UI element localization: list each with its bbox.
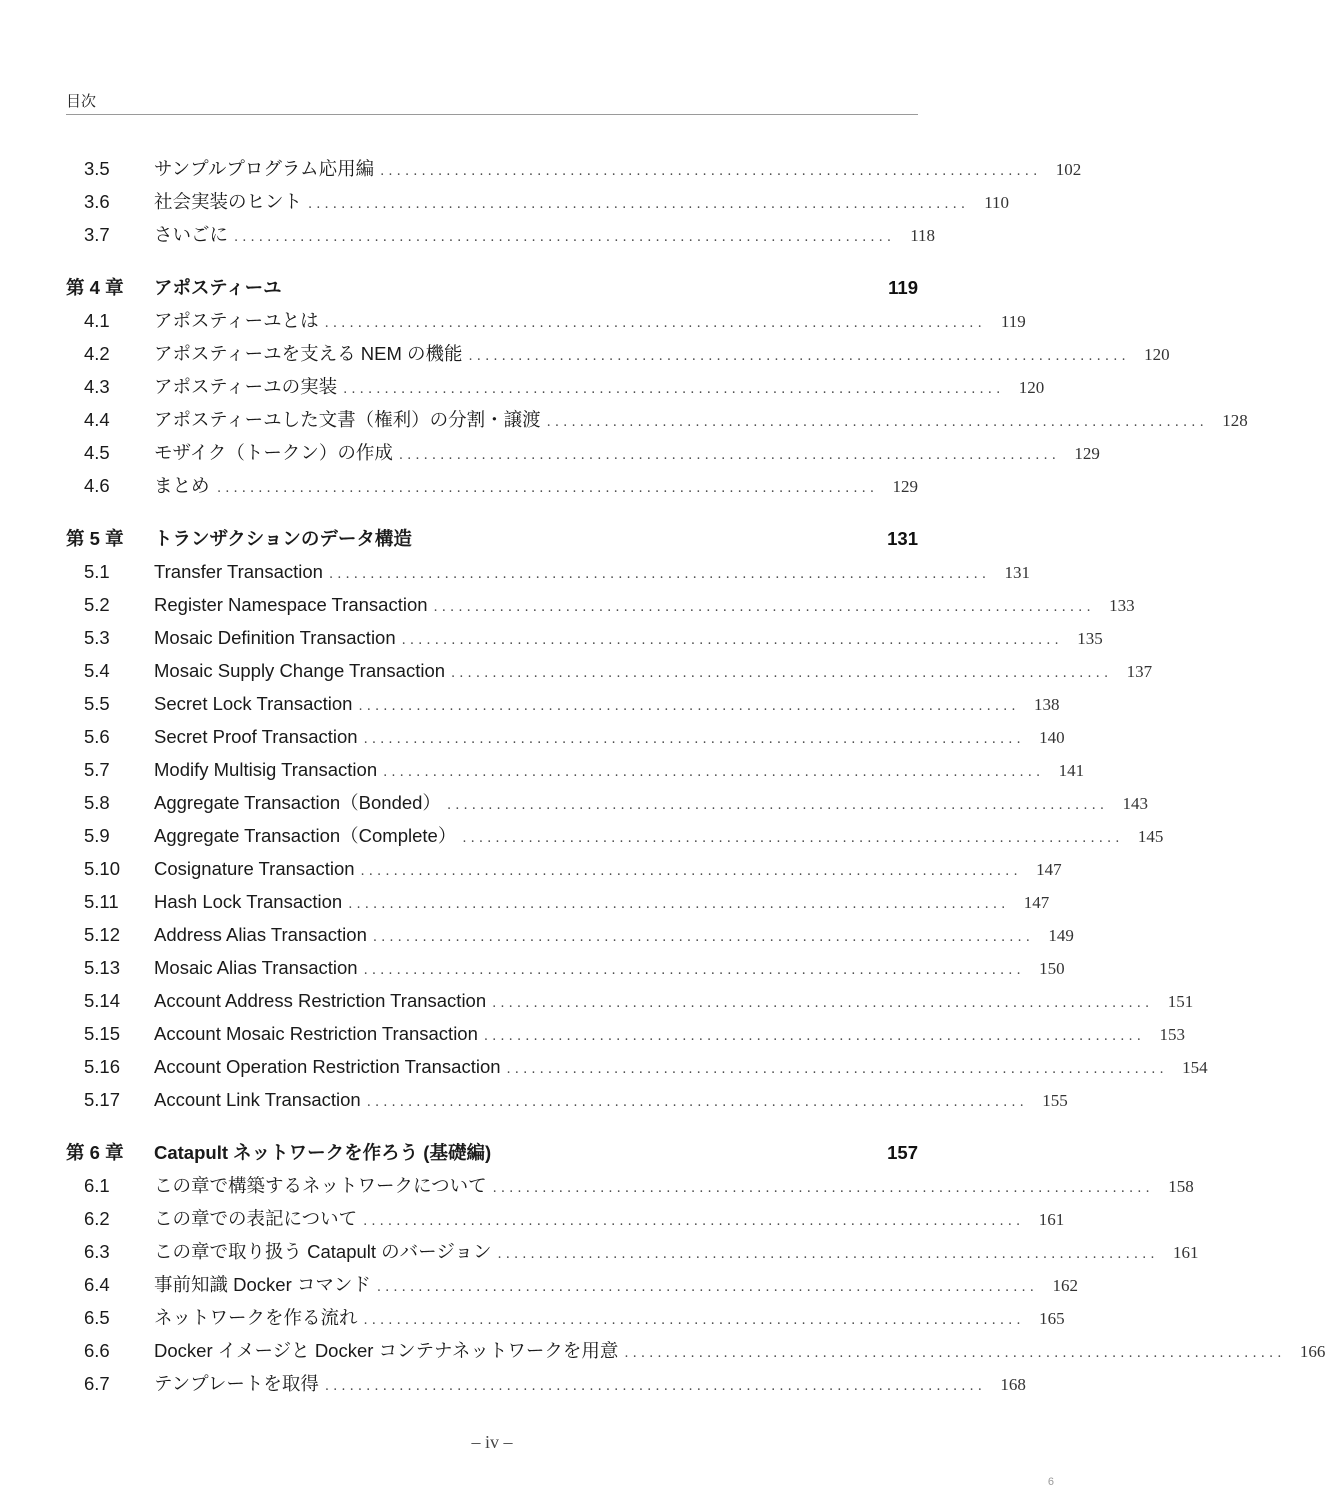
dot-leader: . . . . . . . . . . . . . . . . . . . . . . . . . . . . . . . . . . . . . . . . . . . . . . . . . . . . . . . . . . . . . . . . . . . . . . . . . . . . . . . . [348, 897, 1006, 912]
entry-title: Register Namespace Transaction [154, 594, 428, 615]
dot-leader: . . . . . . . . . . . . . . . . . . . . . . . . . . . . . . . . . . . . . . . . . . . . . . . . . . . . . . . . . . . . . . . . . . . . . . . . . . . . . . . . [328, 567, 987, 582]
entry-number: 4.4 [84, 409, 110, 430]
toc-section-entry[interactable] [66, 1367, 1026, 1400]
toc-section-entry[interactable] [66, 152, 1082, 185]
toc-chapter-entry[interactable] [66, 271, 918, 304]
entry-page-number: 157 [887, 1142, 918, 1163]
entry-number: 第 5 章 [66, 528, 124, 549]
entry-title: Secret Proof Transaction [154, 726, 358, 747]
entry-number: 5.9 [84, 825, 110, 846]
entry-number: 4.6 [84, 475, 110, 496]
entry-page-number: 140 [1039, 728, 1065, 747]
entry-page-number: 145 [1137, 827, 1164, 846]
dot-leader: . . . . . . . . . . . . . . . . . . . . . . . . . . . . . . . . . . . . . . . . . . . . . . . . . . . . . . . . . . . . . . . . . . . . . . . . . . . . . . . . [363, 963, 1021, 978]
entry-number: 6.6 [84, 1340, 110, 1361]
entry-page-number: 137 [1126, 662, 1153, 681]
entry-page-number: 133 [1109, 596, 1135, 615]
toc-section-entry[interactable] [66, 370, 1045, 403]
entry-page-number: 118 [910, 226, 936, 245]
entry-title: Aggregate Transaction（Complete） [154, 825, 457, 846]
entry-page-number: 155 [1042, 1091, 1068, 1110]
entry-page-number: 149 [1048, 926, 1074, 945]
dot-leader: . . . . . . . . . . . . . . . . . . . . . . . . . . . . . . . . . . . . . . . . . . . . . . . . . . . . . . . . . . . . . . . . . . . . . . . . . . . . . . . . [624, 1346, 1282, 1361]
entry-title: Mosaic Definition Transaction [154, 627, 396, 648]
entry-number: 6.3 [84, 1241, 110, 1262]
entry-number: 5.12 [84, 924, 121, 945]
toc-section-entry[interactable] [66, 918, 1074, 951]
entry-title: Secret Lock Transaction [154, 693, 353, 714]
entry-page-number: 138 [1034, 695, 1060, 714]
toc-chapter-entry[interactable] [66, 1136, 918, 1169]
entry-title: Address Alias Transaction [154, 924, 367, 945]
entry-number: 4.3 [84, 376, 110, 397]
dot-leader: . . . . . . . . . . . . . . . . . . . . . . . . . . . . . . . . . . . . . . . . . . . . . . . . . . . . . . . . . . . . . . . . . . . . . . . . . . . . . . . . [308, 197, 966, 212]
entry-number: 6.1 [84, 1175, 110, 1196]
entry-title: Cosignature Transaction [154, 858, 355, 879]
dot-leader: . . . . . . . . . . . . . . . . . . . . . . . . . . . . . . . . . . . . . . . . . . . . . . . . . . . . . . . . . . . . . . . . . . . . . . . . . . . . . . . . [363, 732, 1021, 747]
entry-page-number: 168 [1000, 1375, 1026, 1394]
toc-section-entry[interactable] [66, 1235, 1199, 1268]
entry-title: Account Operation Restriction Transaction [154, 1056, 501, 1077]
entry-title: Docker イメージと Docker コンテナネットワークを用意 [154, 1340, 619, 1361]
toc-section-entry[interactable] [66, 1334, 1325, 1367]
page-number-footer: – iv – [471, 1432, 513, 1452]
toc-section-entry[interactable] [66, 852, 1062, 885]
entry-page-number: 154 [1182, 1058, 1208, 1077]
dot-leader: . . . . . . . . . . . . . . . . . . . . . . . . . . . . . . . . . . . . . . . . . . . . . . . . . . . . . . . . . . . . . . . . . . . . . . . . . . . . . . . . [358, 699, 1016, 714]
dot-leader: . . . . . . . . . . . . . . . . . . . . . . . . . . . . . . . . . . . . . . . . . . . . . . . . . . . . . . . . . . . . . . . . . . . . . . . . . . . . . . . . [401, 633, 1059, 648]
toc-section-entry[interactable] [66, 218, 936, 251]
entry-number: 6.5 [84, 1307, 110, 1328]
entry-title: トランザクションのデータ構造 [154, 528, 412, 549]
toc-section-entry[interactable] [66, 786, 1148, 819]
dot-leader: . . . . . . . . . . . . . . . . . . . . . . . . . . . . . . . . . . . . . . . . . . . . . . . . . . . . . . . . . . . . . . . . . . . . . . . . . . . . . . . . [462, 831, 1120, 846]
entry-page-number: 153 [1159, 1025, 1185, 1044]
entry-number: 5.15 [84, 1023, 121, 1044]
entry-number: 3.5 [84, 158, 110, 179]
entry-title: アポスティーユした文書（権利）の分割・譲渡 [154, 409, 541, 430]
entry-title: Account Address Restriction Transaction [154, 990, 487, 1011]
toc-section-entry[interactable] [66, 1301, 1065, 1334]
entry-title: まとめ [154, 475, 210, 496]
dot-leader: . . . . . . . . . . . . . . . . . . . . . . . . . . . . . . . . . . . . . . . . . . . . . . . . . . . . . . . . . . . . . . . . . . . . . . . . . . . . . . . . [483, 1029, 1141, 1044]
entry-number: 6.2 [84, 1208, 110, 1229]
entry-number: 第 4 章 [66, 277, 124, 298]
dot-leader: . . . . . . . . . . . . . . . . . . . . . . . . . . . . . . . . . . . . . . . . . . . . . . . . . . . . . . . . . . . . . . . . . . . . . . . . . . . . . . . . [506, 1062, 1164, 1077]
entry-title: アポスティーユを支える NEM の機能 [154, 343, 463, 364]
entry-page-number: 131 [1004, 563, 1031, 582]
entry-title: Mosaic Alias Transaction [154, 957, 358, 978]
entry-title: サンプルプログラム応用編 [154, 158, 375, 179]
dot-leader: . . . . . . . . . . . . . . . . . . . . . . . . . . . . . . . . . . . . . . . . . . . . . . . . . . . . . . . . . . . . . . . . . . . . . . . . . . . . . . . . [324, 316, 982, 331]
entry-title: Hash Lock Transaction [154, 891, 343, 912]
toc-section-entry[interactable] [66, 1268, 1078, 1301]
toc-section-entry[interactable] [66, 469, 918, 502]
entry-page-number: 143 [1122, 794, 1148, 813]
entry-number: 6.4 [84, 1274, 110, 1295]
entry-page-number: 119 [888, 277, 918, 298]
entry-page-number: 166 [1299, 1342, 1325, 1361]
dot-leader: . . . . . . . . . . . . . . . . . . . . . . . . . . . . . . . . . . . . . . . . . . . . . . . . . . . . . . . . . . . . . . . . . . . . . . . . . . . . . . . . [383, 765, 1041, 780]
entry-title: この章で取り扱う Catapult のバージョン [154, 1241, 492, 1262]
toc-section-entry[interactable] [66, 1083, 1068, 1116]
entry-number: 第 6 章 [66, 1142, 124, 1163]
dot-leader: . . . . . . . . . . . . . . . . . . . . . . . . . . . . . . . . . . . . . . . . . . . . . . . . . . . . . . . . . . . . . . . . . . . . . . . . . . . . . . . . [451, 666, 1109, 681]
entry-number: 5.7 [84, 759, 110, 780]
entry-page-number: 162 [1052, 1276, 1078, 1295]
entry-title: Modify Multisig Transaction [154, 759, 378, 780]
dot-leader: . . . . . . . . . . . . . . . . . . . . . . . . . . . . . . . . . . . . . . . . . . . . . . . . . . . . . . . . . . . . . . . . . . . . . . . . . . . . . . . . [492, 1181, 1150, 1196]
dot-leader: . . . . . . . . . . . . . . . . . . . . . . . . . . . . . . . . . . . . . . . . . . . . . . . . . . . . . . . . . . . . . . . . . . . . . . . . . . . . . . . . [366, 1095, 1024, 1110]
entry-page-number: 128 [1222, 411, 1248, 430]
entry-title: Transfer Transaction [154, 561, 323, 582]
toc-section-entry[interactable] [66, 1017, 1185, 1050]
entry-title: モザイク（トークン）の作成 [154, 442, 393, 463]
toc-section-entry[interactable] [66, 753, 1085, 786]
dot-leader: . . . . . . . . . . . . . . . . . . . . . . . . . . . . . . . . . . . . . . . . . . . . . . . . . . . . . . . . . . . . . . . . . . . . . . . . . . . . . . . . [380, 164, 1038, 179]
entry-number: 3.7 [84, 224, 110, 245]
entry-number: 5.5 [84, 693, 110, 714]
toc-section-entry[interactable] [66, 819, 1164, 852]
entry-page-number: 110 [984, 193, 1010, 212]
entry-page-number: 147 [1036, 860, 1062, 879]
entry-number: 5.6 [84, 726, 110, 747]
entry-number: 5.4 [84, 660, 110, 681]
entry-title: アポスティーユ [154, 277, 282, 298]
entry-number: 5.16 [84, 1056, 121, 1077]
dot-leader: . . . . . . . . . . . . . . . . . . . . . . . . . . . . . . . . . . . . . . . . . . . . . . . . . . . . . . . . . . . . . . . . . . . . . . . . . . . . . . . . [363, 1313, 1021, 1328]
entry-title: 事前知識 Docker コマンド [154, 1274, 371, 1295]
dot-leader: . . . . . . . . . . . . . . . . . . . . . . . . . . . . . . . . . . . . . . . . . . . . . . . . . . . . . . . . . . . . . . . . . . . . . . . . . . . . . . . . [446, 798, 1104, 813]
entry-page-number: 161 [1173, 1243, 1199, 1262]
entry-title: Catapult ネットワークを作ろう (基礎編) [154, 1142, 492, 1163]
table-of-contents [66, 152, 1325, 1400]
entry-page-number: 131 [887, 528, 918, 549]
toc-section-entry[interactable] [66, 1050, 1208, 1083]
corner-mark: 6 [1047, 1476, 1054, 1488]
toc-section-entry[interactable] [66, 555, 1031, 588]
toc-section-entry[interactable] [66, 654, 1153, 687]
entry-number: 5.10 [84, 858, 121, 879]
entry-page-number: 102 [1055, 160, 1082, 179]
entry-number: 5.3 [84, 627, 110, 648]
dot-leader: . . . . . . . . . . . . . . . . . . . . . . . . . . . . . . . . . . . . . . . . . . . . . . . . . . . . . . . . . . . . . . . . . . . . . . . . . . . . . . . . [398, 448, 1056, 463]
entry-page-number: 120 [1018, 378, 1045, 397]
entry-title: テンプレートを取得 [154, 1373, 319, 1394]
entry-number: 4.1 [84, 310, 110, 331]
entry-number: 5.17 [84, 1089, 121, 1110]
entry-page-number: 120 [1144, 345, 1170, 364]
entry-title: アポスティーユとは [154, 310, 319, 331]
entry-number: 3.6 [84, 191, 110, 212]
entry-page-number: 141 [1058, 761, 1085, 780]
entry-title: アポスティーユの実装 [154, 376, 338, 397]
entry-page-number: 158 [1168, 1177, 1194, 1196]
dot-leader: . . . . . . . . . . . . . . . . . . . . . . . . . . . . . . . . . . . . . . . . . . . . . . . . . . . . . . . . . . . . . . . . . . . . . . . . . . . . . . . . [324, 1379, 982, 1394]
toc-section-entry[interactable] [66, 1202, 1065, 1235]
dot-leader: . . . . . . . . . . . . . . . . . . . . . . . . . . . . . . . . . . . . . . . . . . . . . . . . . . . . . . . . . . . . . . . . . . . . . . . . . . . . . . . . [343, 382, 1001, 397]
entry-number: 5.13 [84, 957, 121, 978]
toc-section-entry[interactable] [66, 621, 1103, 654]
toc-section-entry[interactable] [66, 984, 1194, 1017]
dot-leader: . . . . . . . . . . . . . . . . . . . . . . . . . . . . . . . . . . . . . . . . . . . . . . . . . . . . . . . . . . . . . . . . . . . . . . . . . . . . . . . . [497, 1247, 1155, 1262]
entry-page-number: 119 [1000, 312, 1026, 331]
entry-title: 社会実装のヒント [154, 191, 303, 212]
entry-title: さいごに [154, 224, 229, 245]
dot-leader: . . . . . . . . . . . . . . . . . . . . . . . . . . . . . . . . . . . . . . . . . . . . . . . . . . . . . . . . . . . . . . . . . . . . . . . . . . . . . . . . [216, 481, 874, 496]
entry-title: Account Link Transaction [154, 1089, 361, 1110]
dot-leader: . . . . . . . . . . . . . . . . . . . . . . . . . . . . . . . . . . . . . . . . . . . . . . . . . . . . . . . . . . . . . . . . . . . . . . . . . . . . . . . . [468, 349, 1126, 364]
dot-leader: . . . . . . . . . . . . . . . . . . . . . . . . . . . . . . . . . . . . . . . . . . . . . . . . . . . . . . . . . . . . . . . . . . . . . . . . . . . . . . . . [372, 930, 1030, 945]
entry-number: 5.2 [84, 594, 110, 615]
entry-page-number: 151 [1167, 992, 1194, 1011]
dot-leader: . . . . . . . . . . . . . . . . . . . . . . . . . . . . . . . . . . . . . . . . . . . . . . . . . . . . . . . . . . . . . . . . . . . . . . . . . . . . . . . . [234, 230, 892, 245]
dot-leader: . . . . . . . . . . . . . . . . . . . . . . . . . . . . . . . . . . . . . . . . . . . . . . . . . . . . . . . . . . . . . . . . . . . . . . . . . . . . . . . . [433, 600, 1091, 615]
dot-leader: . . . . . . . . . . . . . . . . . . . . . . . . . . . . . . . . . . . . . . . . . . . . . . . . . . . . . . . . . . . . . . . . . . . . . . . . . . . . . . . . [546, 415, 1204, 430]
entry-number: 5.1 [84, 561, 110, 582]
entry-title: Aggregate Transaction（Bonded） [154, 792, 441, 813]
entry-title: ネットワークを作る流れ [154, 1307, 358, 1328]
entry-page-number: 129 [1074, 444, 1100, 463]
dot-leader: . . . . . . . . . . . . . . . . . . . . . . . . . . . . . . . . . . . . . . . . . . . . . . . . . . . . . . . . . . . . . . . . . . . . . . . . . . . . . . . . [363, 1214, 1021, 1229]
entry-number: 5.8 [84, 792, 110, 813]
toc-section-entry[interactable] [66, 720, 1065, 753]
entry-number: 6.7 [84, 1373, 110, 1394]
toc-section-entry[interactable] [66, 687, 1060, 720]
entry-number: 4.2 [84, 343, 110, 364]
running-header [66, 88, 918, 115]
entry-number: 5.14 [84, 990, 121, 1011]
toc-section-entry[interactable] [66, 403, 1248, 436]
dot-leader: . . . . . . . . . . . . . . . . . . . . . . . . . . . . . . . . . . . . . . . . . . . . . . . . . . . . . . . . . . . . . . . . . . . . . . . . . . . . . . . . [492, 996, 1150, 1011]
toc-chapter-entry[interactable] [66, 522, 918, 555]
running-title: 目次 [66, 93, 97, 110]
dot-leader: . . . . . . . . . . . . . . . . . . . . . . . . . . . . . . . . . . . . . . . . . . . . . . . . . . . . . . . . . . . . . . . . . . . . . . . . . . . . . . . . [360, 864, 1018, 879]
entry-page-number: 165 [1039, 1309, 1065, 1328]
entry-title: Account Mosaic Restriction Transaction [154, 1023, 478, 1044]
toc-section-entry[interactable] [66, 588, 1135, 621]
toc-section-entry[interactable] [66, 436, 1100, 469]
entry-page-number: 135 [1077, 629, 1103, 648]
entry-page-number: 161 [1038, 1210, 1065, 1229]
toc-section-entry[interactable] [66, 304, 1026, 337]
toc-section-entry[interactable] [66, 885, 1050, 918]
entry-number: 5.11 [84, 891, 119, 912]
entry-title: この章で構築するネットワークについて [154, 1175, 487, 1196]
entry-number: 4.5 [84, 442, 110, 463]
entry-title: この章での表記について [154, 1208, 358, 1229]
entry-title: Mosaic Supply Change Transaction [154, 660, 446, 681]
entry-page-number: 147 [1023, 893, 1050, 912]
dot-leader: . . . . . . . . . . . . . . . . . . . . . . . . . . . . . . . . . . . . . . . . . . . . . . . . . . . . . . . . . . . . . . . . . . . . . . . . . . . . . . . . [376, 1280, 1034, 1295]
toc-section-entry[interactable] [66, 185, 1010, 218]
entry-page-number: 150 [1039, 959, 1065, 978]
toc-section-entry[interactable] [66, 337, 1170, 370]
toc-section-entry[interactable] [66, 951, 1065, 984]
toc-section-entry[interactable] [66, 1169, 1194, 1202]
entry-page-number: 129 [892, 477, 918, 496]
